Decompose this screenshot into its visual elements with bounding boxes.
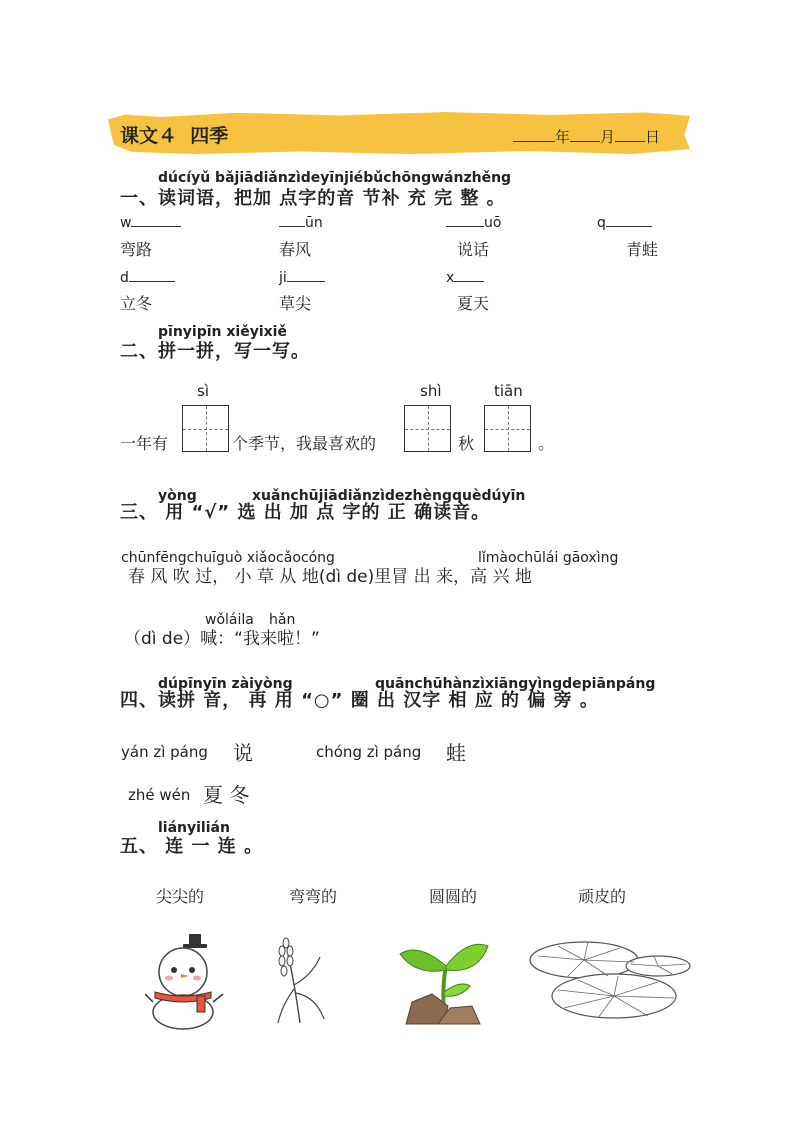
item1-pinyin: yán zì páng	[121, 743, 208, 761]
section1-title: 一、读词语，把加 点字的音 节补 充 完 整 。	[120, 188, 506, 209]
blank-xia[interactable]: x	[446, 267, 484, 286]
word-qingwa: 青蛙	[626, 240, 659, 259]
word-wanlu: 弯路	[120, 240, 153, 259]
lotus-leaves-picture[interactable]	[528, 936, 692, 1022]
word-lidong: 立冬	[120, 294, 153, 313]
section4-title: 四、读拼 音， 再 用 “○” 圈 出 汉字 相 应 的 偏 旁 。	[120, 690, 599, 711]
snowman-picture[interactable]	[145, 932, 225, 1030]
sprout-picture[interactable]	[398, 936, 490, 1026]
snowman-head	[159, 948, 207, 996]
section4-pinyin-a: dúpīnyīn zàiyòng	[158, 676, 293, 692]
passage-line1: 春 风 吹 过， 小 草 从 地(dì de)里冒 出 来，高 兴 地	[128, 567, 532, 587]
word-chunfeng: 春风	[279, 240, 312, 259]
line2-pinyin-b: hǎn	[269, 612, 296, 628]
word-shuohua: 说话	[457, 240, 490, 259]
writing-box-shi[interactable]	[404, 405, 451, 452]
sentence-part2: 个季节，我最喜欢的	[232, 434, 377, 453]
section5-pinyin: liányilián	[158, 820, 230, 836]
blank-qing[interactable]: q	[597, 212, 652, 231]
item2-char[interactable]: 蛙	[446, 741, 466, 765]
blank-shuo[interactable]: uō	[446, 212, 501, 231]
box3-pinyin: tiān	[494, 382, 523, 400]
line1-pinyin-a: chūnfēngchuīguò xiǎocǎocóng	[121, 550, 335, 566]
rice-stalk-picture[interactable]	[272, 935, 332, 1025]
item2-pinyin: chóng zì páng	[316, 743, 422, 761]
blank-wan[interactable]: w	[120, 212, 181, 231]
box2-pinyin: shì	[420, 382, 442, 400]
item3-pinyin: zhé wén	[128, 786, 191, 804]
line2-pinyin-a: wǒláila	[205, 612, 254, 628]
word-wanpi[interactable]: 顽皮的	[578, 887, 627, 906]
section2-title: 二、拼一拼，写一写。	[120, 341, 310, 362]
box1-pinyin: sì	[197, 382, 209, 400]
word-yuanyuan[interactable]: 圆圆的	[429, 887, 478, 906]
word-xiatian: 夏天	[457, 294, 490, 313]
blank-chun[interactable]: ūn	[279, 212, 323, 231]
blank-jian[interactable]: ji	[279, 267, 325, 286]
word-jianjian[interactable]: 尖尖的	[156, 887, 205, 906]
section5-title: 五、 连 一 连 。	[120, 836, 264, 857]
word-caojian: 草尖	[279, 294, 312, 313]
item3-chars[interactable]: 夏 冬	[203, 783, 250, 807]
passage-line2: （dì de）喊：“我来啦！”	[124, 629, 320, 649]
sentence-part1: 一年有	[120, 434, 169, 453]
line1-pinyin-b: lǐmàochūlái gāoxìng	[478, 550, 619, 566]
item1-char[interactable]: 说	[233, 741, 253, 765]
word-wanwan[interactable]: 弯弯的	[289, 887, 338, 906]
writing-box-si[interactable]	[182, 405, 229, 452]
writing-box-tian[interactable]	[484, 405, 531, 452]
blank-li[interactable]: d	[120, 267, 175, 286]
section1-pinyin: dúcíyǔ bǎjiādiǎnzìdeyīnjiébǔchōngwánzhěng	[158, 170, 512, 186]
section3-title: 三、 用 “√” 选 出 加 点 字的 正 确读音。	[120, 502, 491, 523]
sentence-part3: 秋	[458, 434, 475, 453]
section2-pinyin: pīnyipīn xiěyixiě	[158, 324, 287, 340]
section3-pinyin-b: xuǎnchūjiādiǎnzìdezhèngquèdúyīn	[252, 488, 526, 504]
lesson-title: 课文４ 四季	[120, 125, 229, 147]
day-blank[interactable]	[615, 127, 645, 142]
section3-pinyin-a: yòng	[158, 488, 197, 504]
date-field: 年 月 日	[513, 126, 660, 147]
section4-pinyin-b: quānchūhànzìxiāngyìngdepiānpáng	[375, 676, 656, 692]
sentence-part4: 。	[538, 434, 555, 453]
month-blank[interactable]	[570, 127, 600, 142]
year-blank[interactable]	[513, 127, 555, 142]
